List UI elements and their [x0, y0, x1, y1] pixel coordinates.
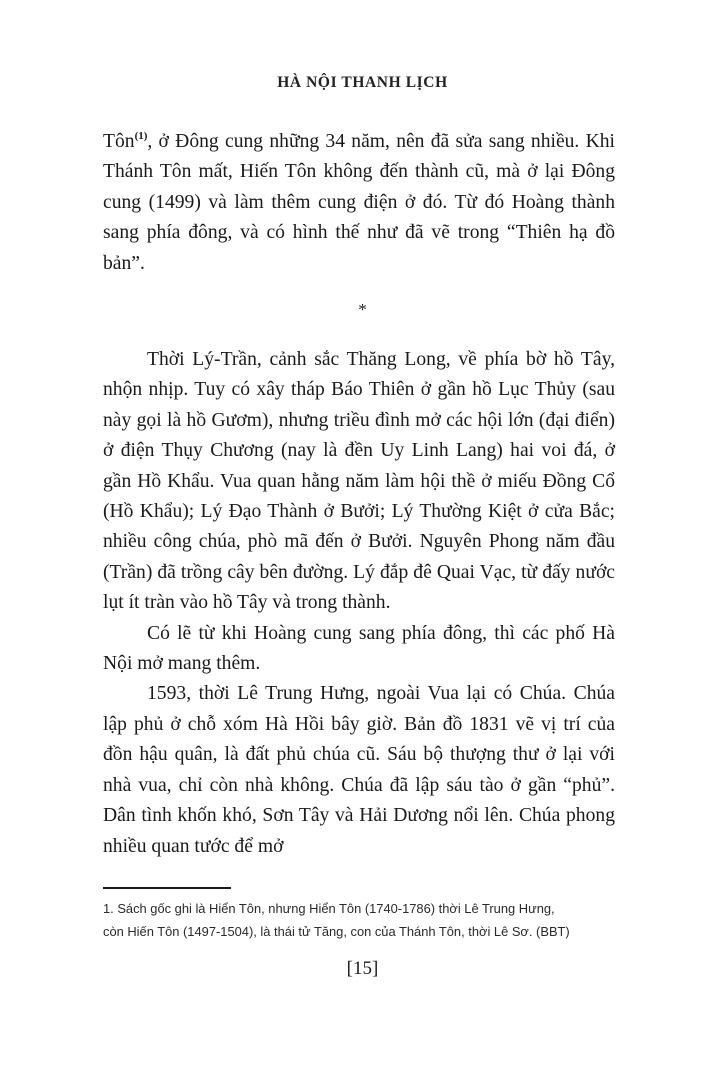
- intro-text: , ở Đông cung những 34 năm, nên đã sửa sang nhiều. Khi Thánh Tôn mất, Hiến Tôn không đến thành cũ, mà ở lại Đông cung (1499) và làm thêm cung điện ở đó. Từ đó Hoàng thành sang phía đông, và có hình thế như đã vẽ trong “Thiên hạ đồ bản”.: [103, 131, 615, 274]
- paragraph: 1593, thời Lê Trung Hưng, ngoài Vua lại có Chúa. Chúa lập phủ ở chỗ xóm Hà Hồi bây giờ. Bản đồ 1831 vẽ vị trí của đồn hậu quân, là đất phủ chúa cũ. Sáu bộ thượng thư ở lại với nhà vua, chỉ còn nhà không. Chúa đã lập sáu tào ở gần “phủ”. Dân tình khốn khó, Sơn Tây và Hải Dương nổi lên. Chúa phong nhiều quan tước để mở: [103, 683, 615, 857]
- running-header: HÀ NỘI THANH LỊCH: [277, 74, 448, 91]
- section-separator: *: [358, 300, 367, 319]
- intro-paragraph: [103, 127, 615, 279]
- paragraph: Có lẽ từ khi Hoàng cung sang phía đông, thì các phố Hà Nội mở mang thêm.: [103, 622, 615, 675]
- footnote-line: còn Hiến Tôn (1497-1504), là thái tử Tăng, con của Thánh Tôn, thời Lê Sơ. (BBT): [103, 924, 570, 939]
- footnote-reference[interactable]: (1): [134, 130, 148, 142]
- main-text: [103, 345, 615, 862]
- footnote-line: 1. Sách gốc ghi là Hiển Tôn, nhưng Hiển Tôn (1740-1786) thời Lê Trung Hưng,: [103, 901, 555, 916]
- footnote-divider: [103, 887, 231, 889]
- footnote: [103, 897, 615, 943]
- intro-lead-word: Tôn: [103, 131, 135, 152]
- paragraph: Thời Lý-Trần, cảnh sắc Thăng Long, về phía bờ hồ Tây, nhộn nhịp. Tuy có xây tháp Báo Thiên ở gần hồ Lục Thủy (sau này gọi là hồ Gươm), nhưng triều đình mở các hội lớn (đại điển) ở điện Thụy Chương (nay là đền Uy Linh Lang) hai voi đá, ở gần Hồ Khẩu. Vua quan hằng năm làm hội thề ở miếu Đồng Cổ (Hồ Khẩu); Lý Đạo Thành ở Bưởi; Lý Thường Kiệt ở cửa Bắc; nhiều công chúa, phò mã đến ở Bưởi. Nguyên Phong năm đầu (Trần) đã trồng cây bên đường. Lý đắp đê Quai Vạc, từ đấy nước lụt ít tràn vào hồ Tây và trong thành.: [103, 349, 615, 614]
- page-number: [15]: [346, 958, 379, 979]
